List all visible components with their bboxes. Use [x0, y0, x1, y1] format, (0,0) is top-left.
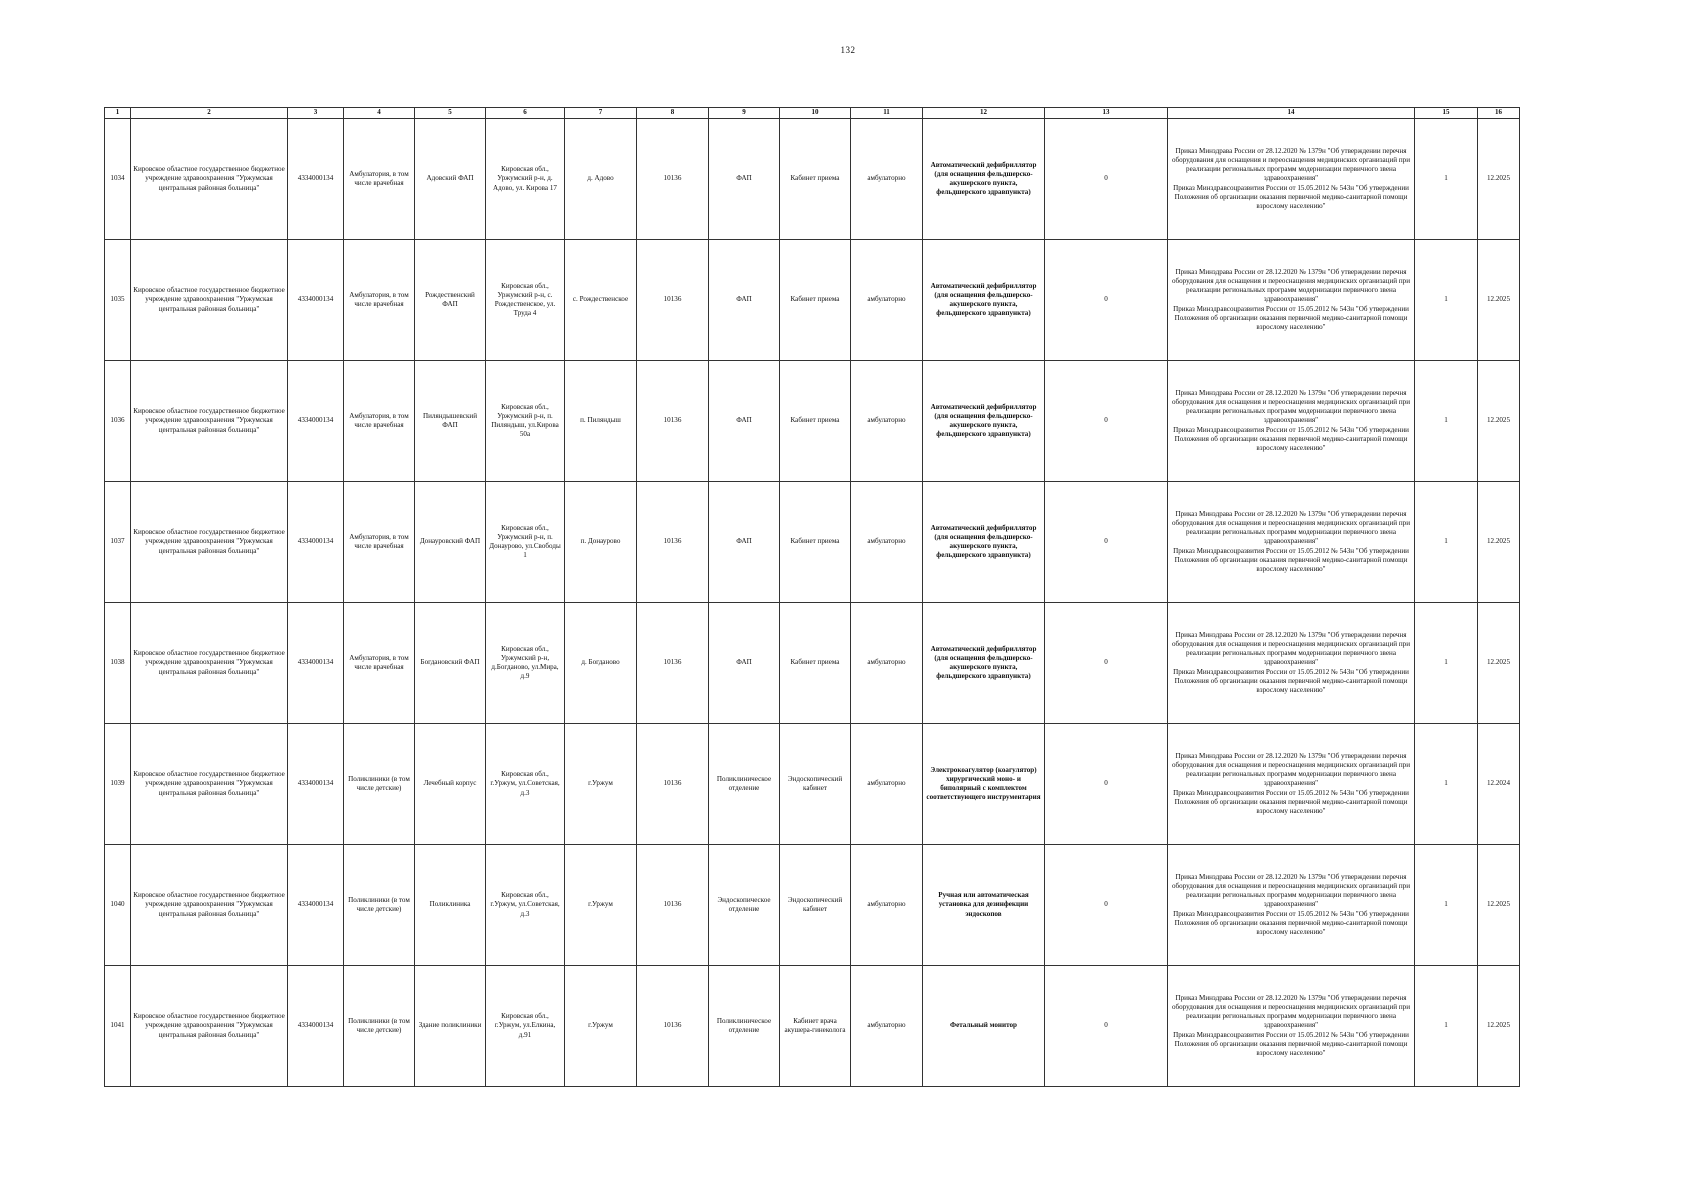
equipment-name: Ручная или автоматическая установка для дезинфекции эндоскопов: [923, 845, 1045, 966]
department: ФАП: [709, 361, 780, 482]
address: Кировская обл., Уржумский р-н, д.Богданово, ул.Мира, д.9: [486, 603, 565, 724]
regulatory-document: Приказ Минздрава России от 28.12.2020 № 1379н "Об утверждении перечня оборудования для оснащения и переоснащения медицинских организаций при реализации региональных программ модернизации первичного звена здравоохранения": [1171, 509, 1410, 546]
locality: п. Пиляндыш: [565, 361, 637, 482]
care-form: амбулаторно: [851, 724, 923, 845]
locality: г.Уржум: [565, 724, 637, 845]
column-number: 7: [565, 108, 637, 119]
row-number: 1035: [105, 240, 131, 361]
inn: 4334000134: [288, 966, 344, 1087]
column-number: 11: [851, 108, 923, 119]
address: Кировская обл., Уржумский р-н, с. Рождественское, ул. Труда 4: [486, 240, 565, 361]
inn: 4334000134: [288, 361, 344, 482]
required-quantity: 1: [1415, 845, 1478, 966]
row-number: 1038: [105, 603, 131, 724]
oktmo-code: 10136: [637, 603, 709, 724]
regulatory-basis: [1168, 724, 1415, 845]
room: Кабинет приема: [780, 482, 851, 603]
column-number: 15: [1415, 108, 1478, 119]
unit-name: Здание поликлиники: [415, 966, 486, 1087]
room: Кабинет приема: [780, 240, 851, 361]
care-form: амбулаторно: [851, 119, 923, 240]
required-quantity: 1: [1415, 119, 1478, 240]
delivery-date: 12.2024: [1478, 724, 1520, 845]
column-number: 13: [1045, 108, 1168, 119]
inn: 4334000134: [288, 119, 344, 240]
unit-type: Поликлиники (в том числе детские): [344, 845, 415, 966]
inn: 4334000134: [288, 240, 344, 361]
unit-type: Амбулатория, в том числе врачебная: [344, 119, 415, 240]
department: ФАП: [709, 603, 780, 724]
room: Кабинет врача акушера-гинеколога: [780, 966, 851, 1087]
locality: г.Уржум: [565, 966, 637, 1087]
locality: г.Уржум: [565, 845, 637, 966]
regulatory-basis: [1168, 845, 1415, 966]
address: Кировская обл., г.Уржум, ул.Елкина, д.91: [486, 966, 565, 1087]
locality: с. Рождественское: [565, 240, 637, 361]
department: Эндоскопическое отделение: [709, 845, 780, 966]
unit-type: Поликлиники (в том числе детские): [344, 724, 415, 845]
inn: 4334000134: [288, 845, 344, 966]
regulatory-document: Приказ Минздрава России от 28.12.2020 № 1379н "Об утверждении перечня оборудования для оснащения и переоснащения медицинских организаций при реализации региональных программ модернизации первичного звена здравоохранения": [1171, 267, 1410, 304]
row-number: 1041: [105, 966, 131, 1087]
column-number: 3: [288, 108, 344, 119]
regulatory-document: Приказ Минздравсоцразвития России от 15.05.2012 № 543н "Об утверждении Положения об организации оказания первичной медико-санитарной помощи взрослому населению": [1173, 546, 1409, 574]
oktmo-code: 10136: [637, 361, 709, 482]
unit-name: Адовский ФАП: [415, 119, 486, 240]
regulatory-document: Приказ Минздравсоцразвития России от 15.05.2012 № 543н "Об утверждении Положения об организации оказания первичной медико-санитарной помощи взрослому населению": [1173, 183, 1409, 211]
row-number: 1039: [105, 724, 131, 845]
room: Эндоскопический кабинет: [780, 724, 851, 845]
regulatory-document: Приказ Минздрава России от 28.12.2020 № 1379н "Об утверждении перечня оборудования для оснащения и переоснащения медицинских организаций при реализации региональных программ модернизации первичного звена здравоохранения": [1171, 630, 1410, 667]
regulatory-basis: [1168, 361, 1415, 482]
available-quantity: 0: [1045, 966, 1168, 1087]
department: ФАП: [709, 240, 780, 361]
regulatory-basis: [1168, 119, 1415, 240]
available-quantity: 0: [1045, 482, 1168, 603]
regulatory-document: Приказ Минздрава России от 28.12.2020 № 1379н "Об утверждении перечня оборудования для оснащения и переоснащения медицинских организаций при реализации региональных программ модернизации первичного звена здравоохранения": [1171, 388, 1410, 425]
organization-name: Кировское областное государственное бюджетное учреждение здравоохранения "Уржумская центральная районная больница": [131, 361, 288, 482]
row-number: 1037: [105, 482, 131, 603]
department: ФАП: [709, 482, 780, 603]
column-number: 9: [709, 108, 780, 119]
unit-name: Поликлиника: [415, 845, 486, 966]
table-body: [105, 119, 1520, 1087]
room: Кабинет приема: [780, 603, 851, 724]
delivery-date: 12.2025: [1478, 240, 1520, 361]
care-form: амбулаторно: [851, 603, 923, 724]
equipment-name: Автоматический дефибриллятор (для оснащения фельдшерско-акушерского пункта, фельдшерского здравпункта): [923, 361, 1045, 482]
column-number: 16: [1478, 108, 1520, 119]
column-number: 1: [105, 108, 131, 119]
organization-name: Кировское областное государственное бюджетное учреждение здравоохранения "Уржумская центральная районная больница": [131, 966, 288, 1087]
table-row: [105, 966, 1520, 1087]
regulatory-document: Приказ Минздрава России от 28.12.2020 № 1379н "Об утверждении перечня оборудования для оснащения и переоснащения медицинских организаций при реализации региональных программ модернизации первичного звена здравоохранения": [1171, 872, 1410, 909]
regulatory-document: Приказ Минздрава России от 28.12.2020 № 1379н "Об утверждении перечня оборудования для оснащения и переоснащения медицинских организаций при реализации региональных программ модернизации первичного звена здравоохранения": [1171, 751, 1410, 788]
available-quantity: 0: [1045, 724, 1168, 845]
address: Кировская обл., г.Уржум, ул.Советская, д.3: [486, 724, 565, 845]
table-row: [105, 724, 1520, 845]
delivery-date: 12.2025: [1478, 845, 1520, 966]
column-number: 14: [1168, 108, 1415, 119]
care-form: амбулаторно: [851, 966, 923, 1087]
delivery-date: 12.2025: [1478, 603, 1520, 724]
oktmo-code: 10136: [637, 966, 709, 1087]
organization-name: Кировское областное государственное бюджетное учреждение здравоохранения "Уржумская центральная районная больница": [131, 724, 288, 845]
regulatory-document: Приказ Минздравсоцразвития России от 15.05.2012 № 543н "Об утверждении Положения об организации оказания первичной медико-санитарной помощи взрослому населению": [1173, 667, 1409, 695]
regulatory-document: Приказ Минздрава России от 28.12.2020 № 1379н "Об утверждении перечня оборудования для оснащения и переоснащения медицинских организаций при реализации региональных программ модернизации первичного звена здравоохранения": [1171, 146, 1410, 183]
organization-name: Кировское областное государственное бюджетное учреждение здравоохранения "Уржумская центральная районная больница": [131, 482, 288, 603]
unit-type: Поликлиники (в том числе детские): [344, 966, 415, 1087]
oktmo-code: 10136: [637, 724, 709, 845]
delivery-date: 12.2025: [1478, 361, 1520, 482]
unit-name: Пиляндышевский ФАП: [415, 361, 486, 482]
locality: д. Адово: [565, 119, 637, 240]
row-number: 1036: [105, 361, 131, 482]
organization-name: Кировское областное государственное бюджетное учреждение здравоохранения "Уржумская центральная районная больница": [131, 845, 288, 966]
regulatory-basis: [1168, 482, 1415, 603]
regulatory-document: Приказ Минздравсоцразвития России от 15.05.2012 № 543н "Об утверждении Положения об организации оказания первичной медико-санитарной помощи взрослому населению": [1173, 425, 1409, 453]
delivery-date: 12.2025: [1478, 966, 1520, 1087]
required-quantity: 1: [1415, 361, 1478, 482]
regulatory-document: Приказ Минздравсоцразвития России от 15.05.2012 № 543н "Об утверждении Положения об организации оказания первичной медико-санитарной помощи взрослому населению": [1173, 788, 1409, 816]
equipment-name: Автоматический дефибриллятор (для оснащения фельдшерско-акушерского пункта, фельдшерского здравпункта): [923, 119, 1045, 240]
regulatory-document: Приказ Минздравсоцразвития России от 15.05.2012 № 543н "Об утверждении Положения об организации оказания первичной медико-санитарной помощи взрослому населению": [1173, 1030, 1409, 1058]
address: Кировская обл., г.Уржум, ул.Советская, д.3: [486, 845, 565, 966]
column-number: 8: [637, 108, 709, 119]
care-form: амбулаторно: [851, 482, 923, 603]
oktmo-code: 10136: [637, 482, 709, 603]
inn: 4334000134: [288, 724, 344, 845]
equipment-name: Электрокоагулятор (коагулятор) хирургический моно- и биполярный с комплектом соответствующего инструментария: [923, 724, 1045, 845]
oktmo-code: 10136: [637, 240, 709, 361]
unit-type: Амбулатория, в том числе врачебная: [344, 240, 415, 361]
unit-name: Донауровский ФАП: [415, 482, 486, 603]
organization-name: Кировское областное государственное бюджетное учреждение здравоохранения "Уржумская центральная районная больница": [131, 119, 288, 240]
oktmo-code: 10136: [637, 119, 709, 240]
regulatory-document: Приказ Минздравсоцразвития России от 15.05.2012 № 543н "Об утверждении Положения об организации оказания первичной медико-санитарной помощи взрослому населению": [1173, 304, 1409, 332]
locality: д. Богданово: [565, 603, 637, 724]
inn: 4334000134: [288, 603, 344, 724]
column-number: 12: [923, 108, 1045, 119]
unit-type: Амбулатория, в том числе врачебная: [344, 603, 415, 724]
locality: п. Донаурово: [565, 482, 637, 603]
column-number-row: [105, 108, 1520, 119]
address: Кировская обл., Уржумский р-н, п. Донаурово, ул.Свободы 1: [486, 482, 565, 603]
row-number: 1040: [105, 845, 131, 966]
department: ФАП: [709, 119, 780, 240]
available-quantity: 0: [1045, 845, 1168, 966]
unit-type: Амбулатория, в том числе врачебная: [344, 482, 415, 603]
regulatory-basis: [1168, 603, 1415, 724]
available-quantity: 0: [1045, 119, 1168, 240]
care-form: амбулаторно: [851, 845, 923, 966]
column-number: 2: [131, 108, 288, 119]
unit-name: Рождественский ФАП: [415, 240, 486, 361]
table-row: [105, 603, 1520, 724]
required-quantity: 1: [1415, 724, 1478, 845]
required-quantity: 1: [1415, 603, 1478, 724]
unit-type: Амбулатория, в том числе врачебная: [344, 361, 415, 482]
room: Кабинет приема: [780, 361, 851, 482]
equipment-name: Автоматический дефибриллятор (для оснащения фельдшерско-акушерского пункта, фельдшерского здравпункта): [923, 240, 1045, 361]
table-row: [105, 361, 1520, 482]
organization-name: Кировское областное государственное бюджетное учреждение здравоохранения "Уржумская центральная районная больница": [131, 603, 288, 724]
care-form: амбулаторно: [851, 240, 923, 361]
department: Поликлиническое отделение: [709, 966, 780, 1087]
regulatory-document: Приказ Минздрава России от 28.12.2020 № 1379н "Об утверждении перечня оборудования для оснащения и переоснащения медицинских организаций при реализации региональных программ модернизации первичного звена здравоохранения": [1171, 993, 1410, 1030]
delivery-date: 12.2025: [1478, 482, 1520, 603]
row-number: 1034: [105, 119, 131, 240]
table-row: [105, 119, 1520, 240]
equipment-name: Автоматический дефибриллятор (для оснащения фельдшерско-акушерского пункта, фельдшерского здравпункта): [923, 482, 1045, 603]
care-form: амбулаторно: [851, 361, 923, 482]
oktmo-code: 10136: [637, 845, 709, 966]
table-row: [105, 845, 1520, 966]
required-quantity: 1: [1415, 240, 1478, 361]
equipment-name: Автоматический дефибриллятор (для оснащения фельдшерско-акушерского пункта, фельдшерского здравпункта): [923, 603, 1045, 724]
column-number: 6: [486, 108, 565, 119]
address: Кировская обл., Уржумский р-н, д. Адово, ул. Кирова 17: [486, 119, 565, 240]
equipment-name: Фетальный монитор: [923, 966, 1045, 1087]
required-quantity: 1: [1415, 966, 1478, 1087]
regulatory-document: Приказ Минздравсоцразвития России от 15.05.2012 № 543н "Об утверждении Положения об организации оказания первичной медико-санитарной помощи взрослому населению": [1173, 909, 1409, 937]
table-row: [105, 482, 1520, 603]
room: Кабинет приема: [780, 119, 851, 240]
regulatory-basis: [1168, 966, 1415, 1087]
equipment-register-table: [104, 107, 1520, 1087]
available-quantity: 0: [1045, 361, 1168, 482]
unit-name: Лечебный корпус: [415, 724, 486, 845]
delivery-date: 12.2025: [1478, 119, 1520, 240]
inn: 4334000134: [288, 482, 344, 603]
department: Поликлиническое отделение: [709, 724, 780, 845]
page-number: 132: [840, 45, 856, 55]
required-quantity: 1: [1415, 482, 1478, 603]
column-number: 10: [780, 108, 851, 119]
organization-name: Кировское областное государственное бюджетное учреждение здравоохранения "Уржумская центральная районная больница": [131, 240, 288, 361]
address: Кировская обл., Уржумский р-н, п. Пиляндыш, ул.Кирова 50а: [486, 361, 565, 482]
column-number: 4: [344, 108, 415, 119]
room: Эндоскопический кабинет: [780, 845, 851, 966]
unit-name: Богдановский ФАП: [415, 603, 486, 724]
column-number: 5: [415, 108, 486, 119]
table-row: [105, 240, 1520, 361]
available-quantity: 0: [1045, 240, 1168, 361]
available-quantity: 0: [1045, 603, 1168, 724]
regulatory-basis: [1168, 240, 1415, 361]
